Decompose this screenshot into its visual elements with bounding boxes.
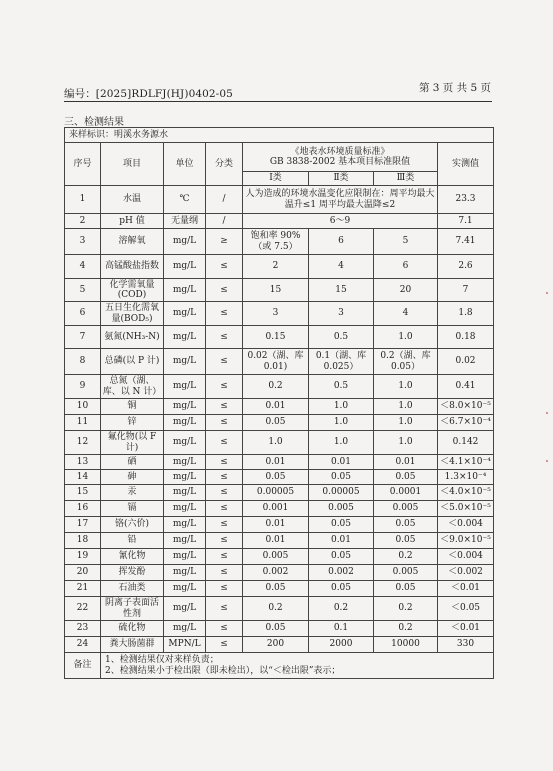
item-class: ≤ (206, 326, 243, 349)
table-row (65, 621, 494, 637)
item-unit: mg/L (164, 399, 206, 415)
table-row (65, 597, 494, 621)
item-class: / (206, 214, 243, 229)
col-header-seq: 序号 (65, 143, 101, 186)
item-name: 硫化物 (101, 621, 164, 637)
standard-subtitle: GB 3838-2002 基本项目标准限值 (269, 157, 411, 167)
item-name: pH 值 (101, 214, 164, 229)
limit-class1: 1.0 (243, 431, 309, 455)
row-number: 10 (65, 399, 101, 415)
item-class: ≤ (206, 501, 243, 517)
sample-id: 来样标识：明溪水务源水 (65, 128, 494, 143)
item-name: 砷 (101, 470, 164, 485)
item-name: 氰化物 (101, 549, 164, 565)
limit-class2: 6 (309, 229, 374, 255)
limit-class1: 0.001 (243, 501, 309, 517)
item-name: 镉 (101, 501, 164, 517)
row-number: 19 (65, 549, 101, 565)
table-row (65, 470, 494, 485)
item-name: 石油类 (101, 581, 164, 597)
item-class: ≤ (206, 621, 243, 637)
limit-class2: 0.05 (309, 517, 374, 533)
item-class: ≤ (206, 470, 243, 485)
row-number: 9 (65, 375, 101, 399)
col-header-unit: 单位 (164, 143, 206, 186)
table-row (65, 399, 494, 415)
row-number: 13 (65, 455, 101, 470)
item-unit: mg/L (164, 255, 206, 279)
measured-value: ＜4.1×10⁻⁴ (438, 455, 494, 470)
limit-class1: 0.01 (243, 533, 309, 549)
limit-class1: 0.005 (243, 549, 309, 565)
col-header-class1: Ⅰ类 (243, 172, 309, 186)
limit-class1: 2 (243, 255, 309, 279)
row-number: 4 (65, 255, 101, 279)
table-row (65, 431, 494, 455)
row-number: 21 (65, 581, 101, 597)
limit-class1: 0.00005 (243, 485, 309, 501)
table-row (65, 565, 494, 581)
table-row (65, 549, 494, 565)
item-unit: mg/L (164, 431, 206, 455)
margin-mark (546, 460, 548, 462)
item-name: 水温 (101, 186, 164, 214)
limit-class3: 10000 (374, 637, 438, 653)
limit-class2: 3 (309, 302, 374, 326)
table-row (65, 581, 494, 597)
limit-class1: 0.2 (243, 375, 309, 399)
item-class: ≤ (206, 533, 243, 549)
col-header-measured: 实测值 (438, 143, 494, 186)
col-header-item: 项目 (101, 143, 164, 186)
standard-header (243, 143, 438, 172)
item-unit: ℃ (164, 186, 206, 214)
item-class: ≤ (206, 517, 243, 533)
row-number: 6 (65, 302, 101, 326)
item-unit: mg/L (164, 533, 206, 549)
limit-class3: 0.01 (374, 455, 438, 470)
remarks-row (65, 653, 494, 679)
row-number: 5 (65, 279, 101, 302)
item-unit: mg/L (164, 375, 206, 399)
item-class: ≤ (206, 581, 243, 597)
item-name: 粪大肠菌群 (101, 637, 164, 653)
item-unit: mg/L (164, 415, 206, 431)
col-header-class3: Ⅲ类 (374, 172, 438, 186)
item-name: 五日生化需氧量(BOD₅) (101, 302, 164, 326)
item-name: 锌 (101, 415, 164, 431)
item-name: 总氮（湖、库、以 N 计） (101, 375, 164, 399)
item-name: 化学需氧量(COD) (101, 279, 164, 302)
limit-class2: 0.1 (309, 621, 374, 637)
limit-class2: 15 (309, 279, 374, 302)
col-header-class: 分类 (206, 143, 243, 186)
limit-class2: 0.05 (309, 581, 374, 597)
item-unit: mg/L (164, 470, 206, 485)
item-name: 硒 (101, 455, 164, 470)
item-class: ≤ (206, 637, 243, 653)
standard-title: 《地表水环境质量标准》 (290, 146, 390, 157)
item-unit: mg/L (164, 621, 206, 637)
row-number: 23 (65, 621, 101, 637)
measured-value: 7.1 (438, 214, 494, 229)
header-divider (64, 101, 492, 102)
limit-class1: 0.2 (243, 597, 309, 621)
measured-value: 0.02 (438, 349, 494, 375)
limit-class1: 0.01 (243, 399, 309, 415)
limit-class3: 0.005 (374, 565, 438, 581)
measured-value: 1.8 (438, 302, 494, 326)
item-name: 阴离子表面活性剂 (101, 597, 164, 621)
measured-value: 7 (438, 279, 494, 302)
item-class: ≥ (206, 229, 243, 255)
row-number: 7 (65, 326, 101, 349)
limit-class1: 3 (243, 302, 309, 326)
table-row (65, 517, 494, 533)
limit-class1: 0.05 (243, 470, 309, 485)
item-unit: mg/L (164, 549, 206, 565)
limit-class3: 4 (374, 302, 438, 326)
item-class: ≤ (206, 375, 243, 399)
limit-class3: 1.0 (374, 431, 438, 455)
limit-class1: 0.02（湖、库 0.01) (243, 349, 309, 375)
row-number: 24 (65, 637, 101, 653)
item-name: 氟化物(以 F 计) (101, 431, 164, 455)
limit-class3: 0.05 (374, 533, 438, 549)
table-row (65, 501, 494, 517)
remarks-text (101, 653, 494, 679)
table-row (65, 186, 494, 214)
item-class: ≤ (206, 415, 243, 431)
limit-class1: 15 (243, 279, 309, 302)
limit-class3: 0.0001 (374, 485, 438, 501)
limit-class2: 0.1（湖、库 0.025） (309, 349, 374, 375)
item-unit: mg/L (164, 485, 206, 501)
item-unit: mg/L (164, 455, 206, 470)
table-row (65, 455, 494, 470)
table-row (65, 637, 494, 653)
limit-class1: 0.05 (243, 581, 309, 597)
item-class: ≤ (206, 549, 243, 565)
limit-class2: 0.2 (309, 597, 374, 621)
limit-class2: 1.0 (309, 431, 374, 455)
table-row (65, 326, 494, 349)
measured-value: ＜5.0×10⁻⁵ (438, 501, 494, 517)
limit-class1: 0.01 (243, 517, 309, 533)
measured-value: 7.41 (438, 229, 494, 255)
limit-class1: 0.002 (243, 565, 309, 581)
measured-value: 0.18 (438, 326, 494, 349)
measured-value: 0.41 (438, 375, 494, 399)
page-indicator: 第 3 页 共 5 页 (418, 82, 491, 94)
measured-value: 330 (438, 637, 494, 653)
row-number: 16 (65, 501, 101, 517)
limit-class3: 1.0 (374, 375, 438, 399)
limit-class3: 0.05 (374, 470, 438, 485)
item-class: ≤ (206, 255, 243, 279)
measured-value: 1.3×10⁻⁴ (438, 470, 494, 485)
limit-class2: 1.0 (309, 415, 374, 431)
item-class: ≤ (206, 279, 243, 302)
row-number: 1 (65, 186, 101, 214)
item-name: 汞 (101, 485, 164, 501)
item-unit: mg/L (164, 597, 206, 621)
limit-class2: 0.002 (309, 565, 374, 581)
measured-value: ＜0.004 (438, 549, 494, 565)
item-unit: mg/L (164, 501, 206, 517)
limit-class3: 1.0 (374, 399, 438, 415)
row-number: 15 (65, 485, 101, 501)
item-class: ≤ (206, 399, 243, 415)
section-title: 三、检测结果 (64, 117, 124, 128)
measured-value: ＜8.0×10⁻⁵ (438, 399, 494, 415)
item-unit: mg/L (164, 565, 206, 581)
limit-class3: 1.0 (374, 415, 438, 431)
measured-value: ＜4.0×10⁻⁵ (438, 485, 494, 501)
standard-limit-merged: 人为造成的环境水温变化应限制在：周平均最大温升≤1 周平均最大温降≤2 (243, 186, 438, 214)
row-number: 12 (65, 431, 101, 455)
item-unit: mg/L (164, 517, 206, 533)
item-class: ≤ (206, 431, 243, 455)
limit-class2: 2000 (309, 637, 374, 653)
measured-value: ＜9.0×10⁻⁵ (438, 533, 494, 549)
report-number: 编号：[2025]RDLFJ(HJ)0402-05 (64, 88, 233, 100)
limit-class3: 0.2 (374, 549, 438, 565)
item-name: 挥发酚 (101, 565, 164, 581)
limit-class3: 6 (374, 255, 438, 279)
row-number: 17 (65, 517, 101, 533)
measured-value: 23.3 (438, 186, 494, 214)
limit-class1: 0.15 (243, 326, 309, 349)
item-unit: mg/L (164, 279, 206, 302)
remarks-label: 备注 (65, 653, 101, 679)
limit-class3: 0.2 (374, 621, 438, 637)
item-unit: mg/L (164, 326, 206, 349)
remark-line: 1、检测结果仅对来样负责； (105, 655, 219, 666)
limit-class3: 0.2（湖、库 0.05） (374, 349, 438, 375)
item-class: ≤ (206, 565, 243, 581)
item-unit: MPN/L (164, 637, 206, 653)
item-unit: mg/L (164, 229, 206, 255)
row-number: 11 (65, 415, 101, 431)
item-unit: mg/L (164, 581, 206, 597)
limit-class3: 1.0 (374, 326, 438, 349)
item-name: 高锰酸盐指数 (101, 255, 164, 279)
item-class: ≤ (206, 455, 243, 470)
limit-class2: 0.5 (309, 326, 374, 349)
limit-class3: 0.05 (374, 581, 438, 597)
limit-class3: 0.2 (374, 597, 438, 621)
limit-class2: 0.005 (309, 501, 374, 517)
col-header-class2: Ⅱ类 (309, 172, 374, 186)
remark-line: 2、检测结果小于检出限（即未检出），以“＜检出限”表示； (105, 665, 341, 676)
results-table (64, 127, 494, 679)
limit-class3: 0.05 (374, 517, 438, 533)
table-row (65, 349, 494, 375)
limit-class3: 5 (374, 229, 438, 255)
measured-value: ＜6.7×10⁻⁴ (438, 415, 494, 431)
table-row (65, 485, 494, 501)
limit-class2: 0.01 (309, 533, 374, 549)
row-number: 18 (65, 533, 101, 549)
measured-value: ＜0.002 (438, 565, 494, 581)
item-unit: mg/L (164, 349, 206, 375)
item-unit: 无量纲 (164, 214, 206, 229)
item-class: ≤ (206, 302, 243, 326)
limit-class2: 1.0 (309, 399, 374, 415)
table-row (65, 214, 494, 229)
limit-class2: 0.01 (309, 455, 374, 470)
item-name: 铜 (101, 399, 164, 415)
limit-class2: 0.05 (309, 549, 374, 565)
limit-class3: 20 (374, 279, 438, 302)
row-number: 22 (65, 597, 101, 621)
item-class: / (206, 186, 243, 214)
measured-value: ＜0.05 (438, 597, 494, 621)
table-row (65, 415, 494, 431)
limit-class1: 0.01 (243, 455, 309, 470)
margin-mark (546, 292, 548, 294)
row-number: 8 (65, 349, 101, 375)
item-name: 铅 (101, 533, 164, 549)
measured-value: ＜0.01 (438, 621, 494, 637)
item-name: 总磷(以 P 计) (101, 349, 164, 375)
table-row (65, 279, 494, 302)
table-row (65, 375, 494, 399)
limit-class1: 饱和率 90%（或 7.5） (243, 229, 309, 255)
measured-value: ＜0.004 (438, 517, 494, 533)
item-unit: mg/L (164, 302, 206, 326)
measured-value: 0.142 (438, 431, 494, 455)
table-row (65, 533, 494, 549)
limit-class2: 0.05 (309, 470, 374, 485)
row-number: 14 (65, 470, 101, 485)
item-class: ≤ (206, 349, 243, 375)
row-number: 2 (65, 214, 101, 229)
row-number: 20 (65, 565, 101, 581)
item-class: ≤ (206, 485, 243, 501)
margin-mark (546, 412, 548, 414)
measured-value: 2.6 (438, 255, 494, 279)
item-name: 氨氮(NH₃-N) (101, 326, 164, 349)
item-name: 铬(六价) (101, 517, 164, 533)
limit-class2: 0.00005 (309, 485, 374, 501)
table-row (65, 229, 494, 255)
table-row (65, 302, 494, 326)
limit-class1: 0.05 (243, 415, 309, 431)
limit-class3: 0.005 (374, 501, 438, 517)
table-row (65, 255, 494, 279)
limit-class1: 200 (243, 637, 309, 653)
item-class: ≤ (206, 597, 243, 621)
limit-class2: 4 (309, 255, 374, 279)
limit-class1: 0.05 (243, 621, 309, 637)
limit-class2: 0.5 (309, 375, 374, 399)
standard-limit-merged: 6～9 (243, 214, 438, 229)
row-number: 3 (65, 229, 101, 255)
item-name: 溶解氧 (101, 229, 164, 255)
measured-value: ＜0.01 (438, 581, 494, 597)
